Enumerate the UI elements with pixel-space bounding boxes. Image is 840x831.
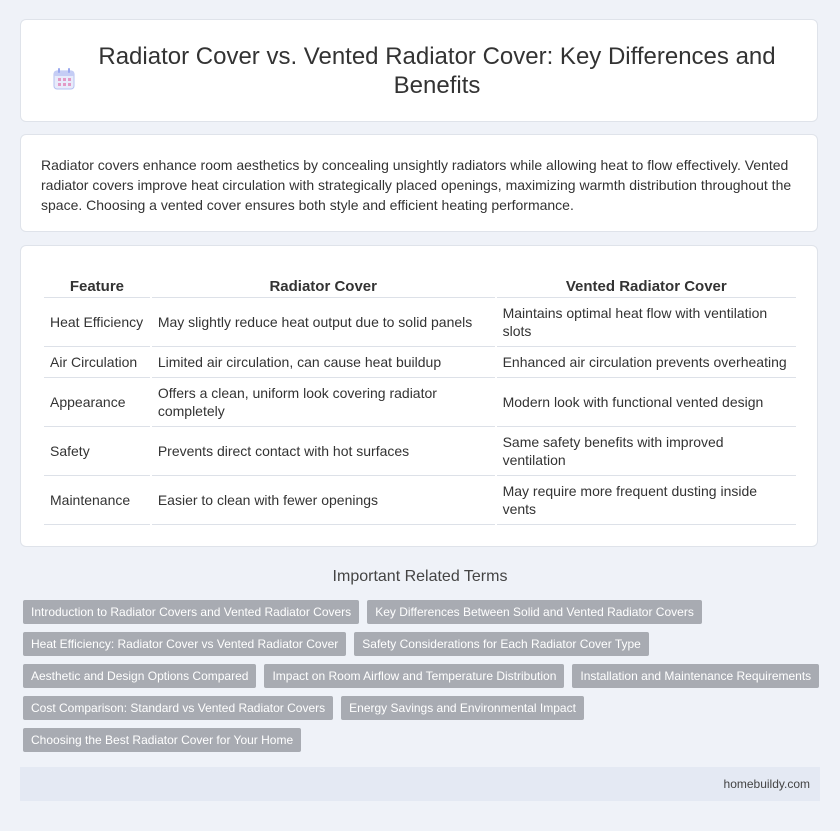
table-cell: Offers a clean, uniform look covering radiator completely [152,378,495,427]
table-row [44,427,796,476]
table-cell: May slightly reduce heat output due to solid panels [152,298,495,347]
table-cell: Easier to clean with fewer openings [152,476,495,525]
table-cell: May require more frequent dusting inside vents [497,476,796,525]
table-cell: Limited air circulation, can cause heat buildup [152,347,495,378]
related-term-tag[interactable]: Aesthetic and Design Options Compared [23,664,256,688]
footer [20,767,820,801]
table-row [44,347,796,378]
table-header-row [44,272,796,298]
related-term-tag[interactable]: Heat Efficiency: Radiator Cover vs Vented Radiator Cover [23,632,346,656]
comparison-card [20,245,818,547]
table-cell: Maintains optimal heat flow with ventilation slots [497,298,796,347]
related-term-tag[interactable]: Choosing the Best Radiator Cover for Your Home [23,728,301,752]
table-cell: Safety [44,427,150,476]
related-term-tag[interactable]: Introduction to Radiator Covers and Vented Radiator Covers [23,600,359,624]
calendar-icon [51,66,77,92]
table-cell: Maintenance [44,476,150,525]
table-cell: Modern look with functional vented design [497,378,796,427]
table-cell: Enhanced air circulation prevents overheating [497,347,796,378]
table-cell: Heat Efficiency [44,298,150,347]
table-row [44,298,796,347]
header-radiator-cover: Radiator Cover [152,272,495,298]
intro-card [20,134,818,232]
table-cell: Prevents direct contact with hot surfaces [152,427,495,476]
table-cell: Same safety benefits with improved ventilation [497,427,796,476]
related-terms-list [23,600,823,760]
header-vented-radiator-cover: Vented Radiator Cover [497,272,796,298]
table-cell: Appearance [44,378,150,427]
header-feature: Feature [44,272,150,298]
related-term-tag[interactable]: Impact on Room Airflow and Temperature Distribution [264,664,564,688]
related-term-tag[interactable]: Energy Savings and Environmental Impact [341,696,584,720]
table-row [44,378,796,427]
related-term-tag[interactable]: Installation and Maintenance Requirements [572,664,819,688]
table-cell: Air Circulation [44,347,150,378]
related-term-tag[interactable]: Key Differences Between Solid and Vented Radiator Covers [367,600,702,624]
intro-text: Radiator covers enhance room aesthetics by concealing unsightly radiators while allowing heat to flow effectively. Vented radiator covers improve heat circulation with strategically placed openings, maximizing warmth distribution throughout the space. Choosing a vented cover ensures both style and efficient heating performance. [41,157,792,213]
comparison-table [42,272,798,525]
page-title: Radiator Cover vs. Vented Radiator Cover: Key Differences and Benefits [98,42,776,99]
related-terms-title: Important Related Terms [332,568,508,585]
table-row [44,476,796,525]
title-card [20,19,818,122]
footer-site-name[interactable]: homebuildy.com [723,777,810,791]
related-term-tag[interactable]: Cost Comparison: Standard vs Vented Radiator Covers [23,696,333,720]
related-term-tag[interactable]: Safety Considerations for Each Radiator Cover Type [354,632,649,656]
